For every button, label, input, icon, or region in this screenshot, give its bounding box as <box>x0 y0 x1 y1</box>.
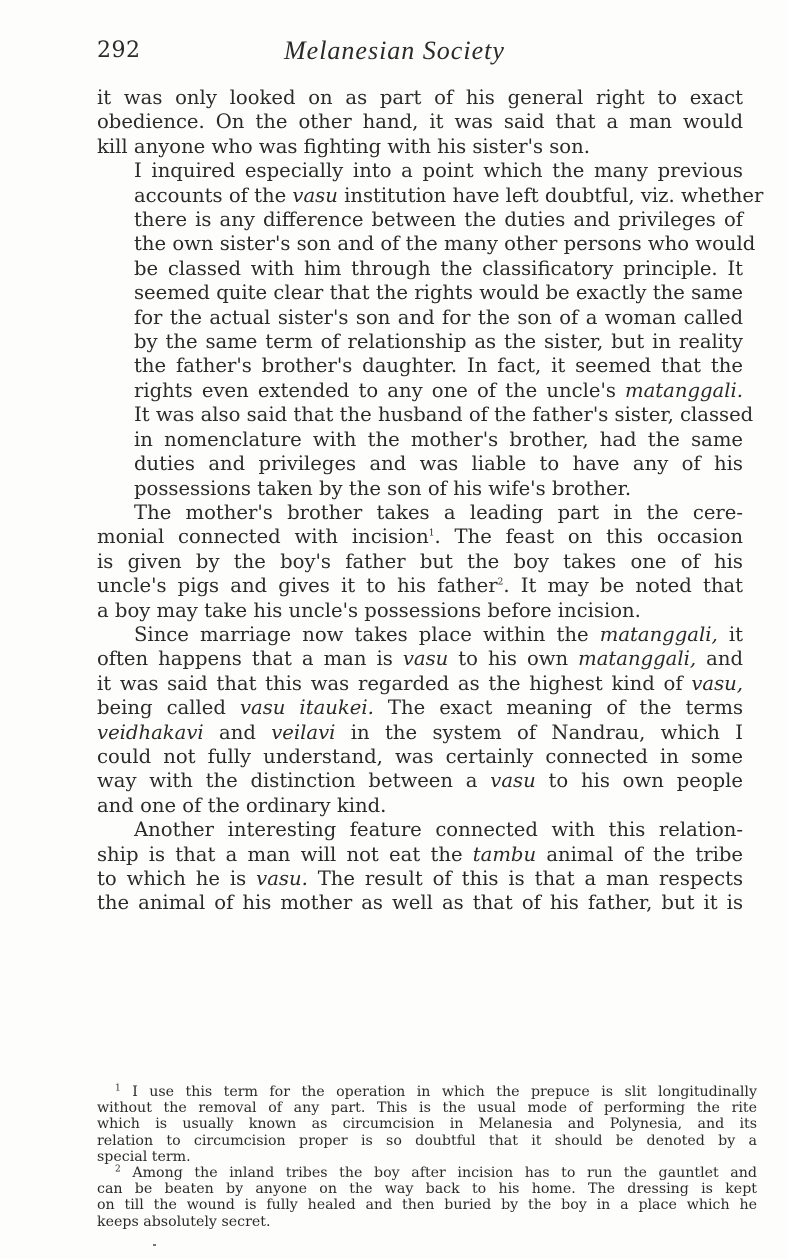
text-line: without the removal of any part. This is the usual mode of performing the rite <box>97 1100 757 1117</box>
footnote-marker: 1 <box>115 1083 121 1094</box>
text-line: accounts of the vasu institution have left doubtful, viz. whether <box>134 183 764 207</box>
footnote-1 <box>97 1084 757 1165</box>
paragraph-4 <box>97 623 743 818</box>
page-header <box>97 38 747 72</box>
text-line: there is any difference between the duties and privileges of <box>134 208 743 232</box>
text-line: uncle's pigs and gives it to his father$^2$. It may be noted that <box>97 574 743 598</box>
text-line: to which he is vasu. The result of this is that a man respects <box>97 867 743 890</box>
text-line: in nomenclature with the mother's brother, had the same <box>134 427 743 451</box>
text-line: $^1$ I use this term for the operation in which the prepuce is slit longitudinally <box>115 1083 757 1100</box>
text-line: Since marriage now takes place within the matanggali, it <box>134 622 743 646</box>
text-line: way with the distinction between a vasu to his own people <box>97 769 743 793</box>
text-line: often happens that a man is vasu to his own matanggali, and <box>97 647 743 671</box>
text-line: being called vasu itaukei. The exact meaning of the terms <box>97 696 744 720</box>
page-number: 292 <box>97 38 141 63</box>
paragraph-5 <box>97 818 743 916</box>
text-line: by the same term of relationship as the sister, but in reality <box>134 330 743 354</box>
text-line: could not fully understand, was certainly connected in some <box>97 744 743 768</box>
footnotes <box>97 1084 757 1230</box>
text-line: can be beaten by anyone on the way back to his home. The dressing is kept <box>97 1181 757 1198</box>
text-line: for the actual sister's son and for the son of a woman called <box>134 305 743 329</box>
text-line: the father's brother's daughter. In fact, it seemed that the <box>134 354 743 378</box>
text-line: Another interesting feature connected with this relation- <box>134 818 743 842</box>
text-line: The mother's brother takes a leading part in the cere- <box>134 500 743 524</box>
text-line: be classed with him through the classificatory principle. It <box>134 256 743 280</box>
footnote-2 <box>97 1165 757 1230</box>
footnote-marker: 2 <box>115 1164 121 1175</box>
text-line: and one of the ordinary kind. <box>97 793 387 817</box>
text-line: is given by the boy's father but the boy takes one of his <box>97 549 743 573</box>
text-line: duties and privileges and was liable to have any of his <box>134 452 743 476</box>
text-line: relation to circumcision proper is so doubtful that it should be denoted by a <box>97 1132 757 1149</box>
text-line: special term. <box>97 1148 191 1165</box>
text-line: it was only looked on as part of his general right to exact <box>97 86 743 109</box>
text-line: kill anyone who was fighting with his sister's son. <box>97 134 590 158</box>
paragraph-1 <box>97 86 743 159</box>
text-line: possessions taken by the son of his wife's brother. <box>134 476 632 500</box>
text-line: keeps absolutely secret. <box>97 1213 271 1230</box>
text-line: a boy may take his uncle's possessions before incision. <box>97 598 641 622</box>
body-text <box>97 86 764 916</box>
text-line: rights even extended to any one of the uncle's matanggali. <box>134 378 743 402</box>
paragraph-2 <box>97 159 764 501</box>
paragraph-3 <box>97 501 743 623</box>
footnote-ref: 1 <box>428 528 435 539</box>
text-line: the animal of his mother as well as that of his father, but it is <box>97 891 743 915</box>
text-line: it was said that this was regarded as the highest kind of vasu, <box>97 671 743 695</box>
text-line: which is usually known as circumcision in Melanesia and Polynesia, and its <box>97 1116 757 1133</box>
text-line: $^2$ Among the inland tribes the boy after incision has to run the gauntlet and <box>115 1164 757 1182</box>
text-line: ship is that a man will not eat the tambu animal of the tribe <box>97 842 743 866</box>
text-line: obedience. On the other hand, it was said that a man would <box>97 110 743 134</box>
text-line: I inquired especially into a point which the many previous <box>134 159 743 183</box>
footnote-ref: 2 <box>497 577 504 588</box>
text-line: seemed quite clear that the rights would be exactly the same <box>134 281 743 305</box>
scan-speck <box>153 1244 156 1246</box>
text-line: on till the wound is fully healed and then buried by the boy in a place which he <box>97 1197 757 1214</box>
running-title: Melanesian Society <box>284 36 505 65</box>
text-line: the own sister's son and of the many other persons who would <box>134 232 756 256</box>
text-line: It was also said that the husband of the father's sister, classed <box>134 403 754 427</box>
text-line: monial connected with incision$^1$. The feast on this occasion <box>97 525 743 549</box>
text-line: veidhakavi and veilavi in the system of Nandrau, which I <box>97 720 743 744</box>
